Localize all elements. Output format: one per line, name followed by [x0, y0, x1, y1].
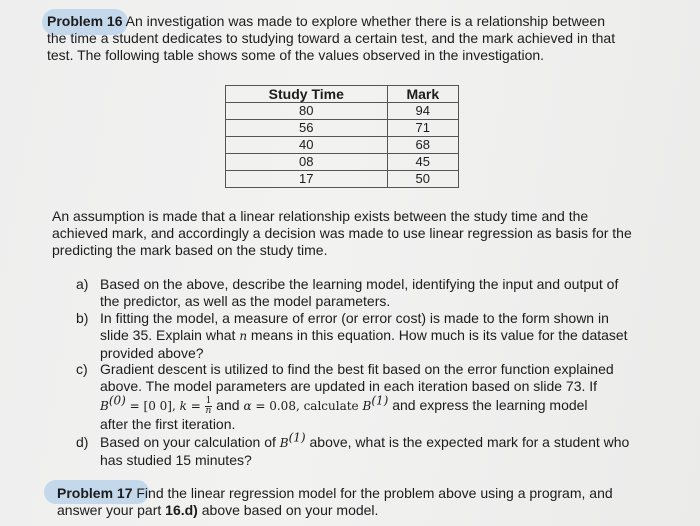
question-c: [76, 361, 676, 435]
question-c-label: c): [76, 361, 88, 377]
question-c-line2: above. The model parameters are updated in each iteration based on slide 73. If: [100, 378, 598, 394]
assumption-paragraph: [52, 208, 632, 259]
question-a-line1: Based on the above, describe the learning model, identifying the input and output of: [100, 276, 619, 292]
symbol-k: k: [179, 399, 187, 413]
cell-study-time: 40: [226, 137, 388, 154]
symbol-b1-superscript: (1): [288, 430, 306, 445]
question-c-tail: and express the learning model: [388, 397, 588, 413]
question-b-line1: In fitting the model, a measure of error (or error cost) is made to the form shown in: [100, 310, 609, 326]
table-row: [226, 120, 459, 137]
symbol-b1: B: [362, 399, 372, 413]
question-b-line3: provided above?: [100, 345, 204, 361]
cell-mark: 68: [387, 137, 458, 154]
cell-mark: 94: [387, 103, 458, 120]
problem-17-part-ref: 16.d): [165, 502, 198, 518]
equation-b0-value: = [0 0],: [125, 399, 180, 413]
assumption-line1: An assumption is made that a linear relationship exists between the study time and the: [52, 208, 589, 224]
question-a-line2: the predictor, as well as the model parameters.: [100, 293, 391, 309]
problem-16-line1: An investigation was made to explore whether there is a relationship between: [125, 13, 605, 29]
question-b-label: b): [76, 310, 89, 326]
symbol-b0: B: [100, 399, 109, 413]
assumption-line3: predicting the mark based on the study time.: [52, 242, 328, 258]
equation-alpha-value: = 0.08, calculate: [251, 399, 363, 413]
cell-mark: 50: [387, 171, 458, 188]
question-a: [76, 276, 676, 312]
symbol-alpha: α: [243, 399, 252, 413]
fraction-denominator: n: [205, 405, 212, 416]
problem-16-label: Problem 16: [47, 13, 123, 29]
problem-16-intro: [47, 13, 615, 64]
fraction-numerator: 1: [205, 395, 212, 406]
problem-17-line2a: answer your part: [57, 502, 166, 518]
cell-study-time: 56: [226, 120, 388, 137]
table-row: [226, 137, 459, 154]
table-header-row: [226, 86, 459, 103]
symbol-b1-superscript: (1): [371, 393, 389, 408]
question-d-line1a: Based on your calculation of: [100, 434, 280, 450]
table-row: [226, 171, 459, 188]
question-b: [76, 310, 676, 364]
study-time-mark-table: [225, 85, 459, 188]
table-row: [226, 103, 459, 120]
question-d: [76, 430, 676, 470]
header-mark: Mark: [387, 86, 458, 103]
question-d-line2: has studied 15 minutes?: [100, 452, 252, 468]
question-c-equation-line: [100, 395, 614, 416]
question-d-label: d): [76, 434, 89, 450]
question-a-label: a): [76, 276, 89, 292]
problem-17-line1: Find the linear regression model for the problem above using a program, and: [132, 485, 613, 501]
question-d-line1b: above, what is the expected mark for a student who: [305, 434, 630, 450]
question-c-line1: Gradient descent is utilized to find the best fit based on the error function explained: [100, 361, 614, 377]
equals-sign: =: [186, 399, 205, 413]
cell-mark: 71: [387, 120, 458, 137]
variable-n: n: [239, 329, 248, 343]
question-c-line4: after the first iteration.: [100, 416, 236, 432]
header-study-time: Study Time: [226, 86, 388, 103]
cell-study-time: 08: [226, 154, 388, 171]
problem-17-line2b: above based on your model.: [197, 502, 379, 518]
table-row: [226, 154, 459, 171]
cell-study-time: 80: [226, 103, 388, 120]
problem-17-label: Problem 17: [57, 485, 133, 501]
problem-17: [57, 485, 613, 519]
assumption-line2: achieved mark, and accordingly a decision was made to use linear regression as basis for the: [52, 225, 632, 241]
cell-study-time: 17: [226, 171, 388, 188]
question-b-line2a: slide 35. Explain what: [100, 327, 240, 343]
problem-16-line2: the time a student dedicates to studying toward a certain test, and the mark achieved in that: [47, 30, 616, 46]
cell-mark: 45: [387, 154, 458, 171]
symbol-b1: B: [279, 436, 289, 450]
question-b-line2b: means in this equation. How much is its value for the dataset: [247, 327, 628, 343]
problem-16-line3: test. The following table shows some of the values observed in the investigation.: [47, 47, 545, 63]
symbol-b0-superscript: (0): [108, 393, 126, 408]
question-c-and: and: [212, 397, 244, 413]
